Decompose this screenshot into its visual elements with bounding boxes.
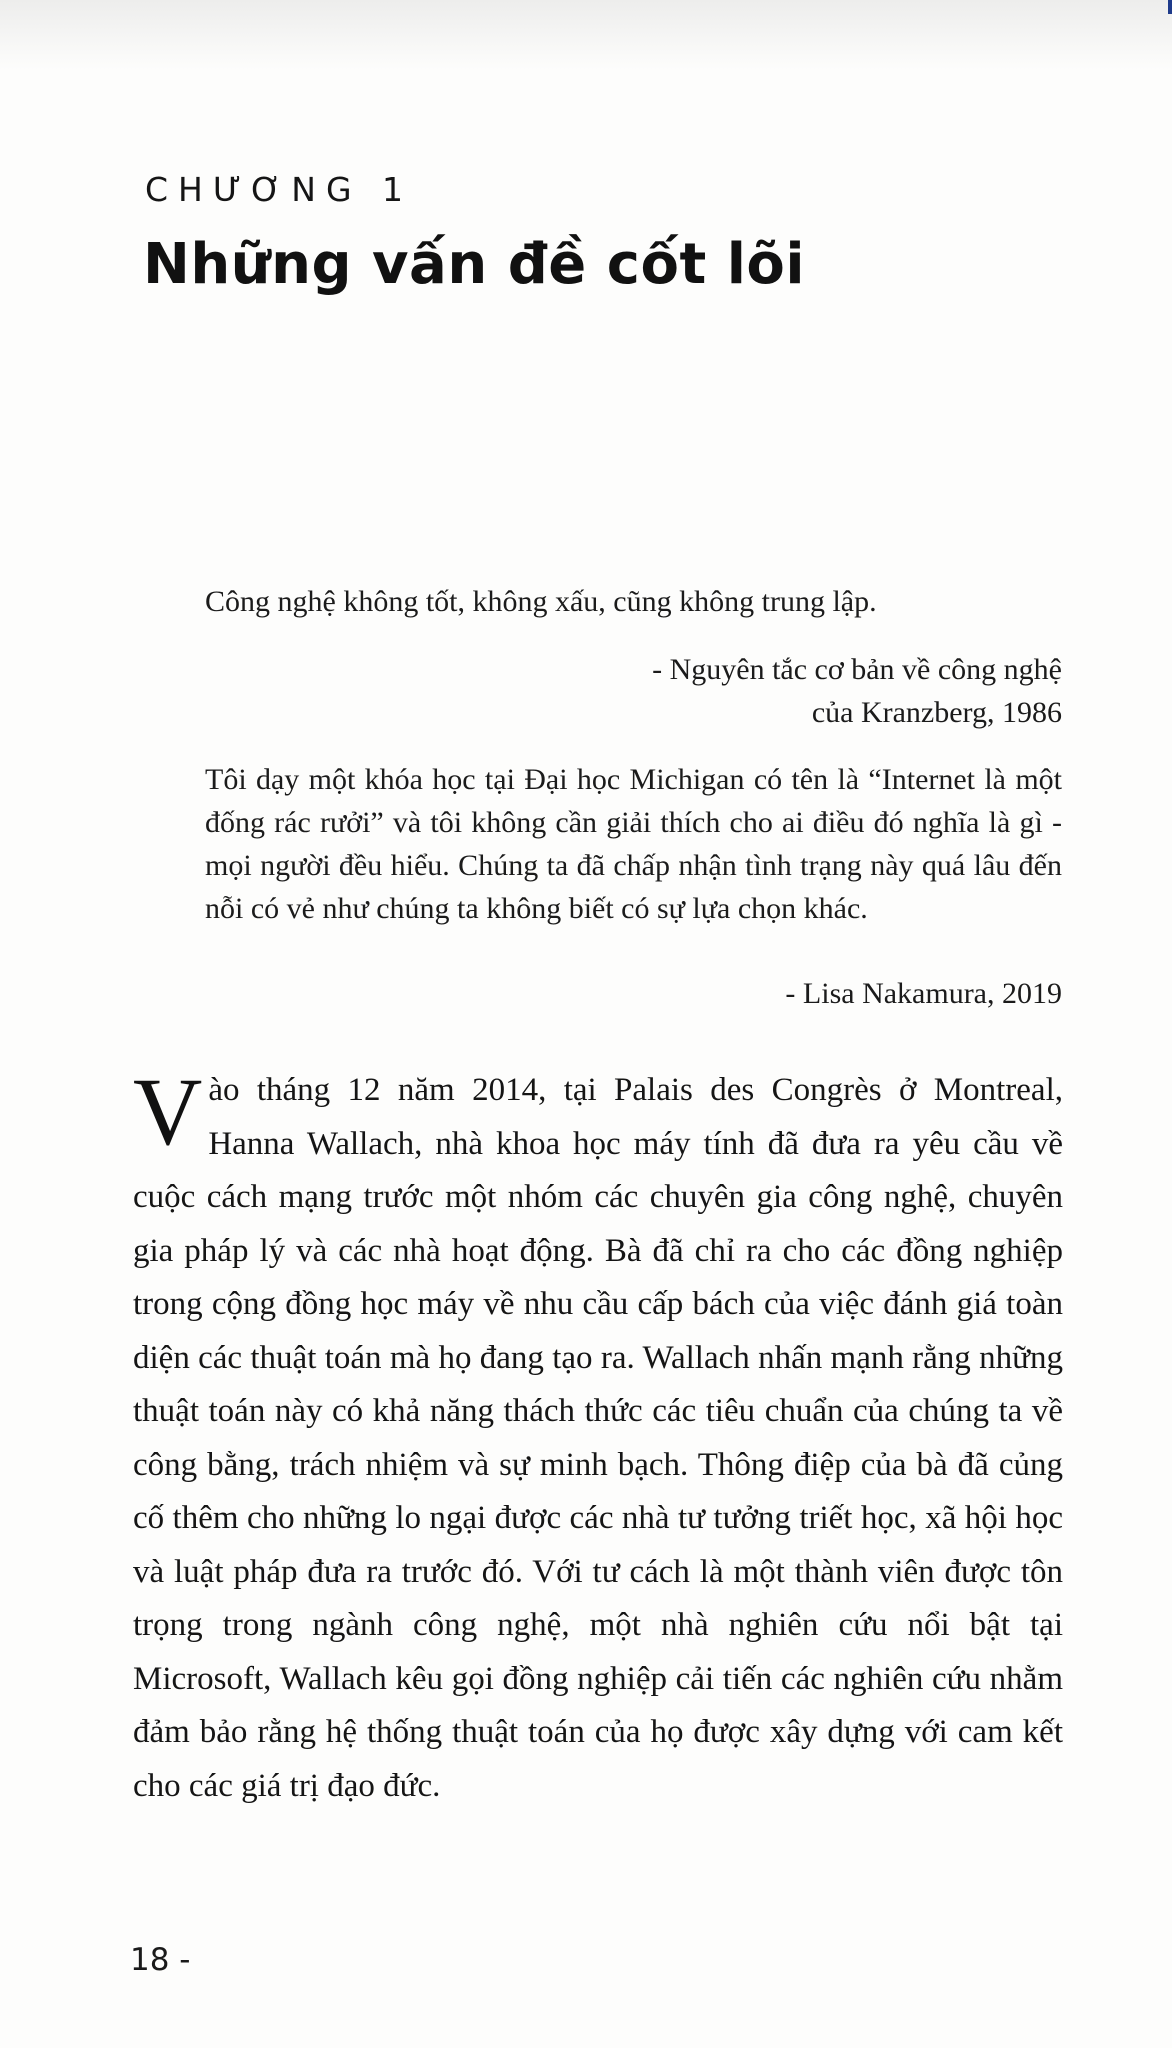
body-paragraph [133, 1058, 1063, 1813]
scan-shadow [0, 0, 1172, 70]
epigraph-quote-1: Công nghệ không tốt, không xấu, cũng không trung lập. [205, 585, 877, 618]
chapter-label: CHƯƠNG 1 [145, 170, 414, 209]
chapter-title: Những vấn đề cốt lõi [143, 232, 806, 297]
corner-mark [1168, 0, 1172, 14]
epigraph-attribution-1 [652, 648, 1062, 734]
epigraph-quote-2: Tôi dạy một khóa học tại Đại học Michigan có tên là “Internet là một đống rác rưởi” và tôi không cần giải thích cho ai điều đó nghĩa là gì - mọi người đều hiểu. Chúng ta đã chấp nhận tình trạng này quá lâu đến nỗi có vẻ như chúng ta không biết có sự lựa chọn khác. [205, 763, 1062, 925]
body-text: ào tháng 12 năm 2014, tại Palais des Congrès ở Montreal, Hanna Wallach, nhà khoa học máy tính đã đưa ra yêu cầu về cuộc cách mạng trước một nhóm các chuyên gia công nghệ, chuyên gia pháp lý và các nhà hoạt động. Bà đã chỉ ra cho các đồng nghiệp trong cộng đồng học máy về nhu cầu cấp bách của việc đánh giá toàn diện các thuật toán mà họ đang tạo ra. Wallach nhấn mạnh rằng những thuật toán này có khả năng thách thức các tiêu chuẩn của chúng ta về công bằng, trách nhiệm và sự minh bạch. Thông điệp của bà đã củng cố thêm cho những lo ngại được các nhà tư tưởng triết học, xã hội học và luật pháp đưa ra trước đó. Với tư cách là một thành viên được tôn trọng trong ngành công nghệ, một nhà nghiên cứu nổi bật tại Microsoft, Wallach kêu gọi đồng nghiệp cải tiến các nghiên cứu nhằm đảm bảo rằng hệ thống thuật toán của họ được xây dựng với cam kết cho các giá trị đạo đức. [133, 1072, 1063, 1804]
epigraph-attribution-2: - Lisa Nakamura, 2019 [785, 977, 1062, 1010]
page-number: 18 - [130, 1942, 191, 1978]
attribution-line-2: của Kranzberg, 1986 [811, 696, 1062, 729]
drop-cap: V [133, 1058, 203, 1165]
attribution-line-1: - Nguyên tắc cơ bản về công nghệ [652, 653, 1062, 686]
